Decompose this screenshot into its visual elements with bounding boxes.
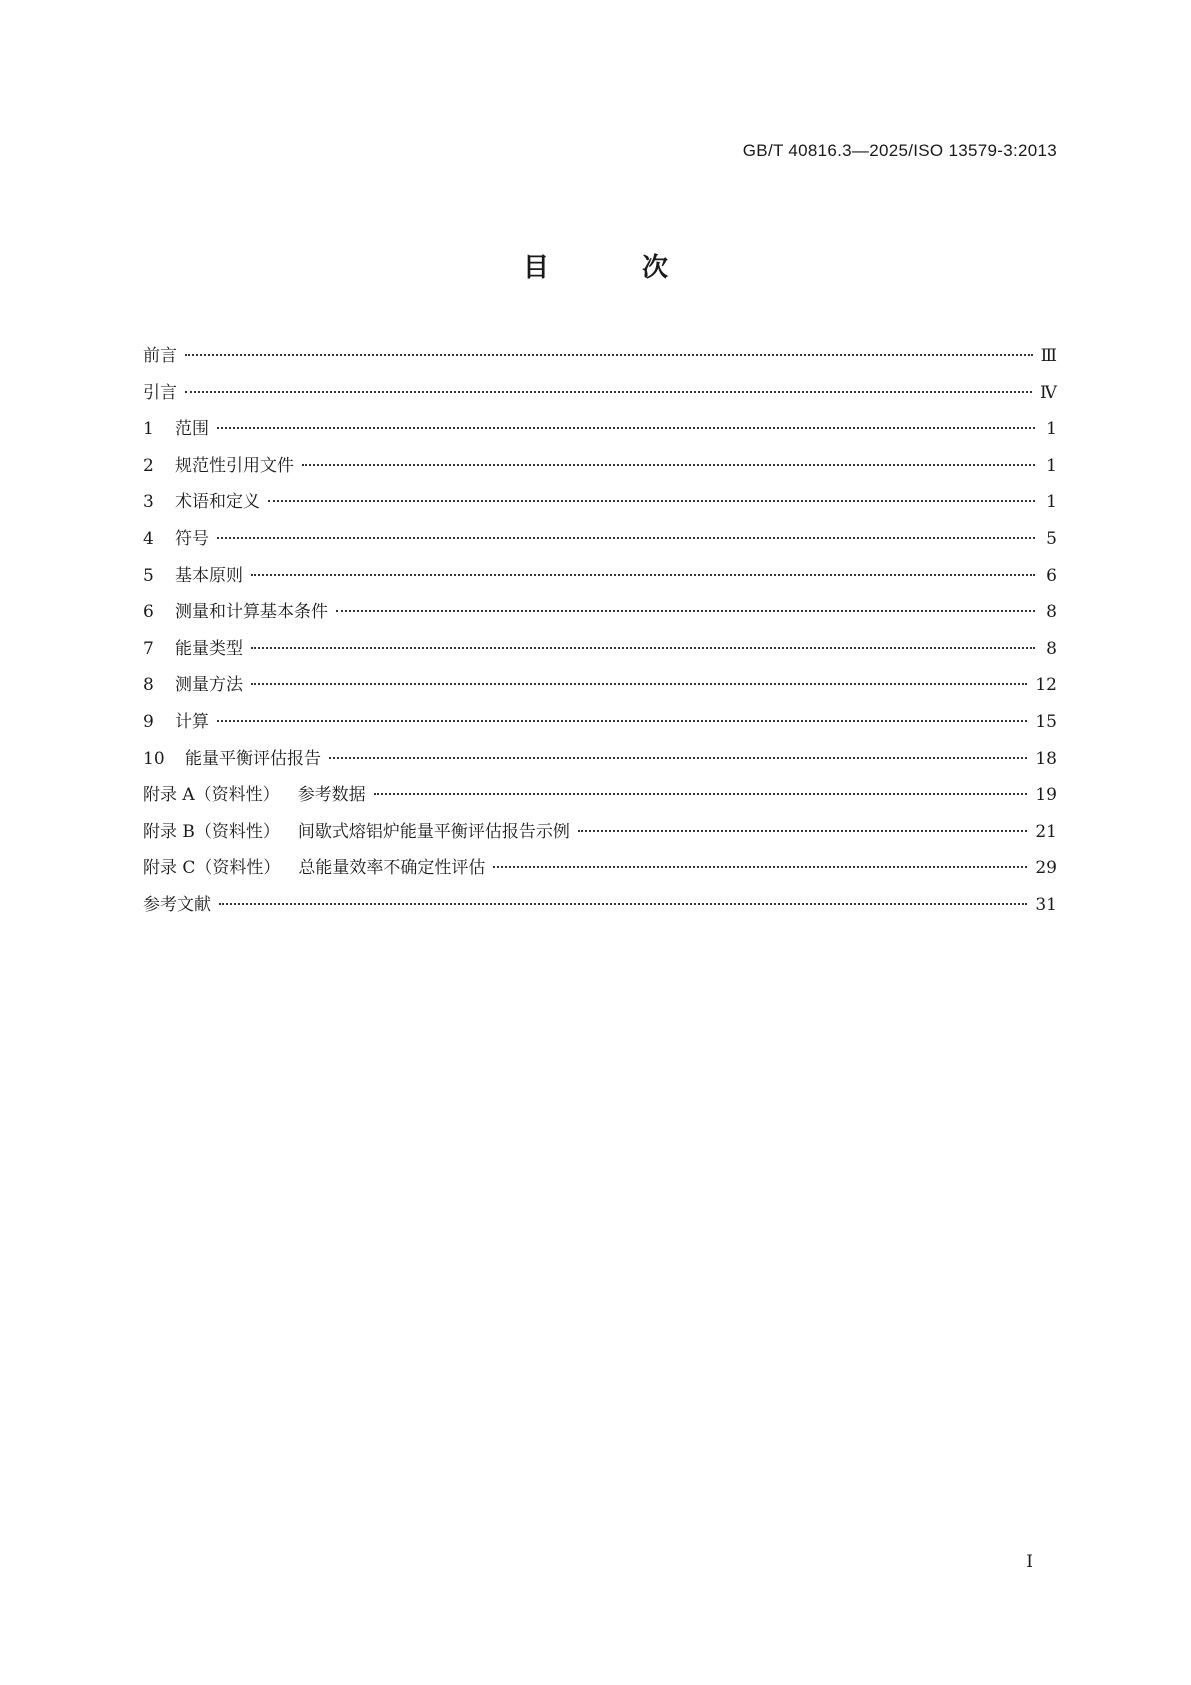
toc-leader-dots xyxy=(251,574,1035,576)
toc-entry-annex[interactable] xyxy=(143,817,1057,854)
toc-entry-number: 10 xyxy=(143,748,165,769)
toc-entry-number: 2 xyxy=(143,455,154,476)
toc-entry[interactable] xyxy=(143,744,1057,781)
toc-entry-page: Ⅲ xyxy=(1040,346,1057,366)
page-number: I xyxy=(1026,1552,1033,1572)
toc-entry-page: 6 xyxy=(1046,565,1057,586)
toc-leader-dots xyxy=(578,830,1027,832)
toc-leader-dots xyxy=(302,464,1035,466)
toc-leader-dots xyxy=(217,427,1035,429)
toc-leader-dots xyxy=(219,903,1027,905)
toc-entry-number: 3 xyxy=(143,492,154,513)
toc-entry-number: 1 xyxy=(143,419,154,440)
toc-leader-dots xyxy=(268,500,1035,502)
toc-entry-page: 19 xyxy=(1035,785,1057,806)
toc-entry-label: 测量和计算基本条件 xyxy=(175,602,328,623)
toc-entry-number: 附录 A（资料性） xyxy=(143,785,280,806)
toc-entry[interactable] xyxy=(143,451,1057,488)
toc-entry-page: 12 xyxy=(1035,675,1057,696)
toc-entry[interactable] xyxy=(143,524,1057,561)
toc-leader-dots xyxy=(217,537,1035,539)
standard-number: GB/T 40816.3—2025/ISO 13579-3:2013 xyxy=(742,141,1057,160)
toc-entry-label: 规范性引用文件 xyxy=(175,455,294,476)
toc-entry-number: 5 xyxy=(143,565,154,586)
toc-entry-label: 能量类型 xyxy=(175,638,243,659)
toc-entry[interactable] xyxy=(143,341,1057,378)
toc-entry-label: 计算 xyxy=(175,711,209,732)
toc-entry-page: 21 xyxy=(1035,821,1057,842)
toc-entry-page: 1 xyxy=(1046,419,1057,440)
toc-entry-label: 参考数据 xyxy=(297,785,366,806)
toc-entry-number: 附录 B（资料性） xyxy=(143,821,280,842)
toc-entry-page: 15 xyxy=(1035,711,1057,732)
toc-entry-label: 范围 xyxy=(175,419,209,440)
toc-entry-page: 1 xyxy=(1046,455,1057,476)
toc-entry-label: 基本原则 xyxy=(175,565,243,586)
toc-entry[interactable] xyxy=(143,707,1057,744)
toc-entry-label: 总能量效率不确定性评估 xyxy=(298,858,486,879)
toc-leader-dots xyxy=(329,757,1027,759)
toc-entry-label: 前言 xyxy=(143,346,177,366)
toc-entry-page: Ⅳ xyxy=(1040,382,1057,403)
toc-entry-annex[interactable] xyxy=(143,780,1057,817)
toc-entry-page: 5 xyxy=(1046,528,1057,549)
toc-entry-page: 29 xyxy=(1035,858,1057,879)
toc-leader-dots xyxy=(336,610,1035,612)
table-of-contents xyxy=(143,341,1057,927)
toc-entry[interactable] xyxy=(143,378,1057,415)
page-title: 目 次 xyxy=(522,253,711,283)
toc-entry-number: 附录 C（资料性） xyxy=(143,858,281,879)
toc-entry[interactable] xyxy=(143,670,1057,707)
toc-entry-label: 测量方法 xyxy=(175,675,243,696)
toc-leader-dots xyxy=(185,354,1033,356)
toc-entry-number: 9 xyxy=(143,711,154,732)
toc-entry-label: 术语和定义 xyxy=(175,492,260,513)
toc-entry-page: 18 xyxy=(1035,748,1057,769)
toc-leader-dots xyxy=(493,866,1027,868)
toc-entry-number: 8 xyxy=(143,675,154,696)
toc-leader-dots xyxy=(251,647,1035,649)
toc-entry[interactable] xyxy=(143,487,1057,524)
toc-entry-label: 符号 xyxy=(175,528,209,549)
toc-entry[interactable] xyxy=(143,890,1057,927)
toc-entry-page: 1 xyxy=(1046,492,1057,513)
toc-entry-label: 引言 xyxy=(143,382,177,403)
toc-entry-page: 8 xyxy=(1046,602,1057,623)
toc-leader-dots xyxy=(185,391,1032,393)
toc-entry-number: 6 xyxy=(143,602,154,623)
toc-entry-number: 7 xyxy=(143,638,154,659)
toc-entry-page: 8 xyxy=(1046,638,1057,659)
toc-entry[interactable] xyxy=(143,597,1057,634)
toc-leader-dots xyxy=(251,683,1027,685)
toc-entry-label: 参考文献 xyxy=(143,894,211,915)
toc-entry[interactable] xyxy=(143,561,1057,598)
toc-leader-dots xyxy=(374,793,1028,795)
toc-entry[interactable] xyxy=(143,634,1057,671)
toc-entry[interactable] xyxy=(143,414,1057,451)
toc-entry-page: 31 xyxy=(1035,894,1057,915)
toc-entry-annex[interactable] xyxy=(143,853,1057,890)
toc-leader-dots xyxy=(217,720,1027,722)
toc-entry-number: 4 xyxy=(143,528,154,549)
toc-entry-label: 能量平衡评估报告 xyxy=(185,748,321,769)
toc-entry-label: 间歇式熔铝炉能量平衡评估报告示例 xyxy=(297,821,570,842)
